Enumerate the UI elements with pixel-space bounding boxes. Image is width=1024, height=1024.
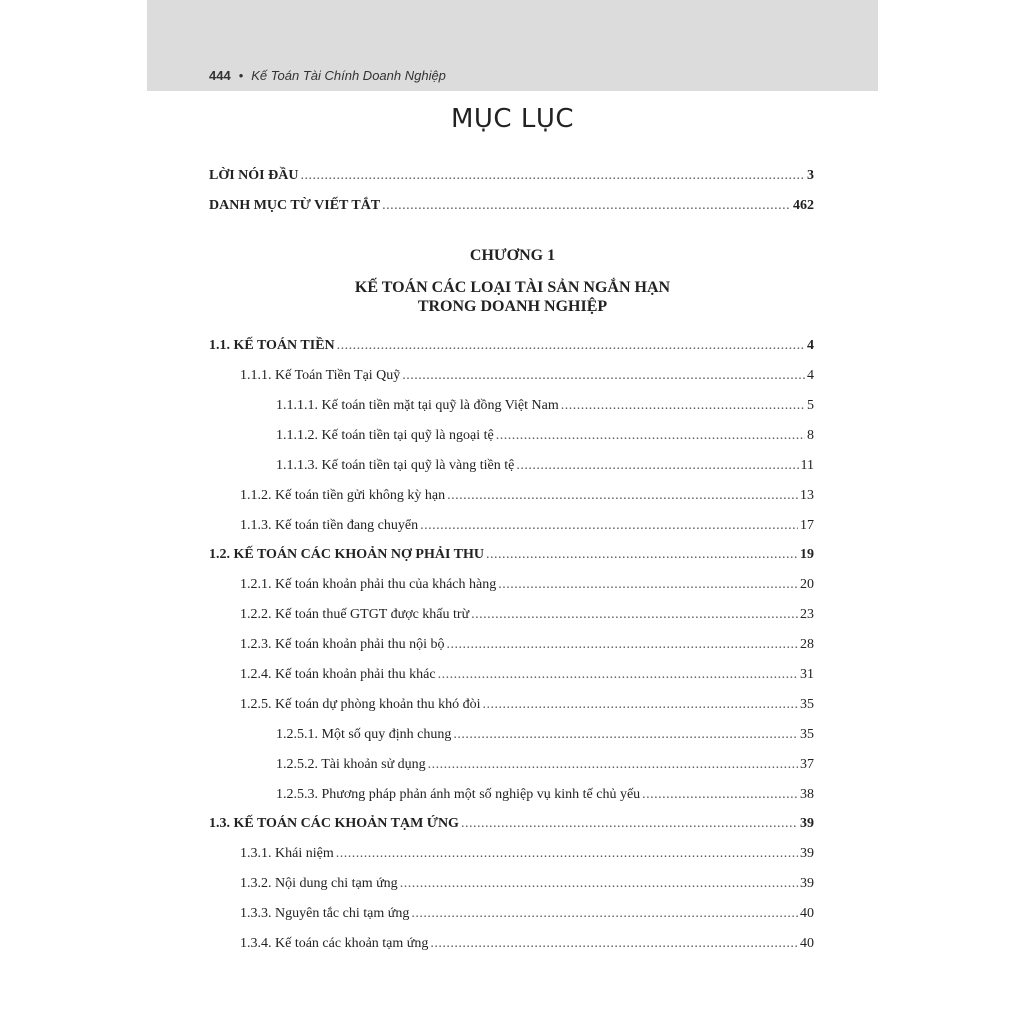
- toc-entry-1-2-3[interactable]: [240, 637, 814, 657]
- dot-leader: [420, 518, 798, 534]
- toc-entry-1-2-4[interactable]: [240, 667, 814, 687]
- toc-entry-label: 1.1.3. Kế toán tiền đang chuyển: [240, 518, 419, 533]
- dot-leader: [447, 637, 798, 653]
- toc-entry-page: 35: [800, 697, 814, 712]
- chapter-label: CHƯƠNG 1: [469, 247, 556, 264]
- dot-leader: [438, 667, 798, 683]
- toc-entry-page: 4: [807, 368, 814, 383]
- toc-entry-page: 40: [800, 936, 814, 951]
- toc-entry-label: 1.1.1.3. Kế toán tiền tại quỹ là vàng tiền tệ: [276, 458, 515, 473]
- toc-entry-label: 1.3.2. Nội dung chi tạm ứng: [240, 876, 398, 891]
- dot-leader: [411, 906, 798, 922]
- running-head: [209, 68, 446, 83]
- dot-leader: [336, 846, 798, 862]
- toc-entry-page: 39: [800, 846, 814, 861]
- dot-leader: [483, 697, 798, 713]
- toc-entry-page: 462: [793, 198, 814, 213]
- toc-entry-1-2[interactable]: [209, 547, 814, 567]
- toc-entry-page: 39: [800, 876, 814, 891]
- dot-leader: [561, 398, 805, 414]
- dot-leader: [430, 936, 798, 952]
- toc-entry-1-3[interactable]: [209, 816, 814, 836]
- toc-entry-page: 8: [807, 428, 814, 443]
- toc-entry-1-1-1-1[interactable]: [276, 398, 814, 418]
- toc-entry-1-2-2[interactable]: [240, 607, 814, 627]
- toc-entry-label: 1.1.2. Kế toán tiền gửi không kỳ hạn: [240, 488, 446, 503]
- toc-entry-page: 37: [800, 757, 814, 772]
- dot-leader: [486, 547, 798, 563]
- toc-entry-page: 19: [800, 547, 814, 562]
- toc-entry-label: 1.2.3. Kế toán khoản phải thu nội bộ: [240, 637, 445, 652]
- toc-entry-page: 39: [800, 816, 814, 831]
- toc-entry-label: 1.3. KẾ TOÁN CÁC KHOẢN TẠM ỨNG: [209, 816, 459, 831]
- toc-entry-page: 17: [800, 518, 814, 533]
- dot-leader: [300, 168, 805, 184]
- toc-entry-abbreviations[interactable]: [209, 198, 814, 218]
- toc-entry-label: 1.1.1.2. Kế toán tiền tại quỹ là ngoại tệ: [276, 428, 494, 443]
- toc-entry-1-3-4[interactable]: [240, 936, 814, 956]
- toc-entry-page: 11: [800, 458, 814, 473]
- toc-entry-label: 1.1.1.1. Kế toán tiền mặt tại quỹ là đồng Việt Nam: [276, 398, 559, 413]
- toc-entry-page: 5: [807, 398, 814, 413]
- toc-entry-preface[interactable]: [209, 168, 814, 188]
- toc-entry-label: 1.3.4. Kế toán các khoản tạm ứng: [240, 936, 429, 951]
- toc-entry-label: 1.1.1. Kế Toán Tiền Tại Quỹ: [240, 368, 401, 383]
- toc-entry-label: 1.2.5.1. Một số quy định chung: [276, 727, 452, 742]
- toc-entry-1-1-1-3[interactable]: [276, 458, 814, 478]
- dot-leader: [428, 757, 798, 773]
- toc-entry-page: 20: [800, 577, 814, 592]
- chapter-title-line-2: TRONG DOANH NGHIỆP: [417, 298, 608, 315]
- dot-leader: [402, 368, 805, 384]
- toc-entry-label: DANH MỤC TỪ VIẾT TẮT: [209, 198, 381, 213]
- dot-leader: [453, 727, 798, 743]
- toc-entry-label: 1.3.3. Nguyên tắc chi tạm ứng: [240, 906, 410, 921]
- toc-entry-1-1[interactable]: [209, 338, 814, 358]
- toc-entry-label: 1.2.1. Kế toán khoản phải thu của khách hàng: [240, 577, 497, 592]
- toc-entry-label: 1.2.5. Kế toán dự phòng khoản thu khó đòi: [240, 697, 481, 712]
- header-separator: •: [238, 68, 244, 83]
- toc-entry-page: 28: [800, 637, 814, 652]
- toc-entry-page: 3: [807, 168, 814, 183]
- toc-entry-label: 1.2.5.2. Tài khoản sử dụng: [276, 757, 426, 772]
- dot-leader: [400, 876, 798, 892]
- toc-entry-page: 40: [800, 906, 814, 921]
- toc-entry-page: 23: [800, 607, 814, 622]
- toc-entry-1-1-2[interactable]: [240, 488, 814, 508]
- toc-entry-1-1-3[interactable]: [240, 518, 814, 538]
- dot-leader: [498, 577, 798, 593]
- dot-leader: [516, 458, 798, 474]
- toc-entry-1-2-1[interactable]: [240, 577, 814, 597]
- book-page: [147, 0, 878, 1024]
- toc-entry-page: 35: [800, 727, 814, 742]
- toc-entry-1-1-1[interactable]: [240, 368, 814, 388]
- dot-leader: [496, 428, 805, 444]
- toc-entry-page: 38: [800, 787, 814, 802]
- toc-entry-1-3-1[interactable]: [240, 846, 814, 866]
- toc-entry-1-2-5-1[interactable]: [276, 727, 814, 747]
- toc-entry-1-2-5-2[interactable]: [276, 757, 814, 777]
- toc-entry-label: 1.3.1. Khái niệm: [240, 846, 334, 861]
- toc-entry-page: 31: [800, 667, 814, 682]
- chapter-title: [147, 278, 878, 316]
- toc-title: MỤC LỤC: [450, 104, 575, 134]
- book-title: Kế Toán Tài Chính Doanh Nghiệp: [251, 68, 446, 83]
- dot-leader: [337, 338, 805, 354]
- dot-leader: [447, 488, 798, 504]
- toc-entry-label: 1.2.2. Kế toán thuế GTGT được khấu trừ: [240, 607, 470, 622]
- dot-leader: [471, 607, 798, 623]
- toc-entry-1-2-5-3[interactable]: [276, 787, 814, 807]
- toc-entry-1-2-5[interactable]: [240, 697, 814, 717]
- page-number: 444: [209, 68, 231, 83]
- toc-entry-label: 1.1. KẾ TOÁN TIỀN: [209, 338, 335, 353]
- toc-entry-label: 1.2.5.3. Phương pháp phản ánh một số nghiệp vụ kinh tế chủ yếu: [276, 787, 641, 802]
- chapter-title-line-1: KẾ TOÁN CÁC LOẠI TÀI SẢN NGẮN HẠN: [354, 279, 671, 296]
- dot-leader: [461, 816, 798, 832]
- toc-entry-label: LỜI NÓI ĐẦU: [209, 168, 299, 183]
- toc-entry-1-1-1-2[interactable]: [276, 428, 814, 448]
- toc-entry-page: 4: [807, 338, 814, 353]
- toc-entry-1-3-2[interactable]: [240, 876, 814, 896]
- toc-entry-label: 1.2.4. Kế toán khoản phải thu khác: [240, 667, 436, 682]
- dot-leader: [642, 787, 798, 803]
- toc-entry-1-3-3[interactable]: [240, 906, 814, 926]
- toc-entry-page: 13: [800, 488, 814, 503]
- toc-entry-label: 1.2. KẾ TOÁN CÁC KHOẢN NỢ PHẢI THU: [209, 547, 484, 562]
- dot-leader: [382, 198, 791, 214]
